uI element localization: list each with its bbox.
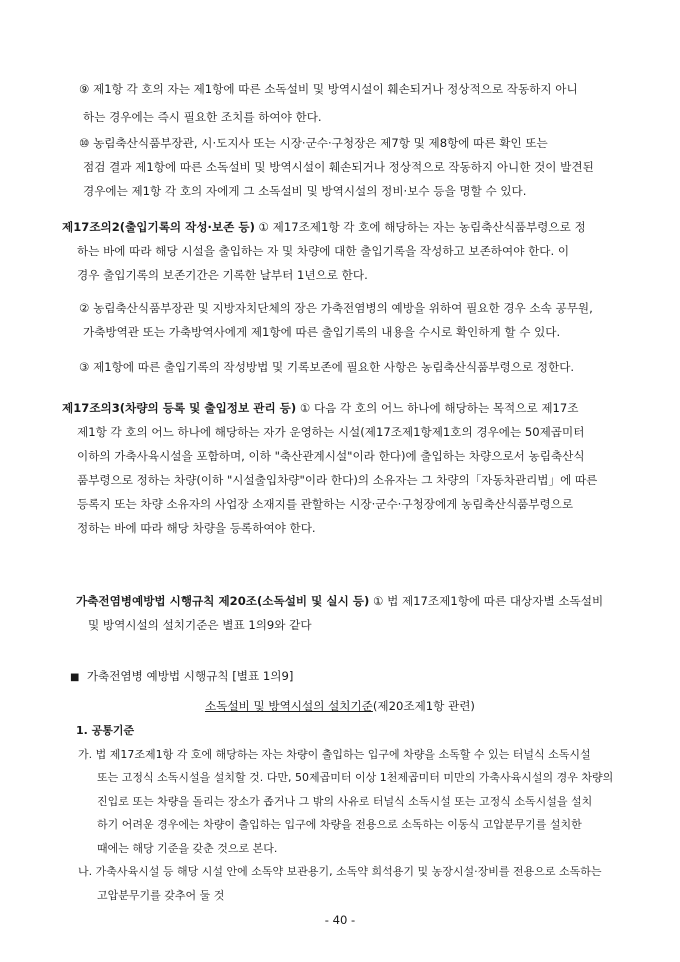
- rule-article-20-line-2: 및 방역시설의 설치기준은 별표 1의9와 같다: [88, 618, 312, 632]
- paragraph-9: [79, 77, 578, 129]
- article-17-3-line-1: ① 다음 각 호의 어느 하나에 해당하는 목적으로 제17조: [296, 401, 579, 415]
- annex-label-text: 가축전염병 예방법 시행규칙 [별표 1의9]: [86, 669, 294, 683]
- article-17-3-line-6: 정하는 바에 따라 해당 차량을 등록하여야 한다.: [77, 521, 316, 535]
- paragraph-10-line-2: 점검 결과 제1항에 따른 소독설비 및 방역시설이 훼손되거나 정상적으로 작동하지 아니한 것이 발견된: [83, 160, 594, 174]
- annex-title-underlined: 소독설비 및 방역시설의 설치기준: [205, 699, 373, 713]
- item-ga-line-4: 하기 어려운 경우에는 차량이 출입하는 입구에 차량을 전용으로 소독하는 이동식 고압분무기를 설치한: [97, 818, 582, 831]
- paragraph-9-line-1: ⑨ 제1항 각 호의 자는 제1항에 따른 소독설비 및 방역시설이 훼손되거나 정상적으로 작동하지 아니: [79, 82, 578, 96]
- article-17-3-line-3: 이하의 가축사육시설을 포함하며, 이하 "축산관계시설"이라 한다)에 출입하는 차량으로서 농림축산식: [77, 449, 585, 463]
- section-1-heading: 1. 공통기준: [76, 724, 135, 737]
- item-ga-line-2: 또는 고정식 소독시설을 설치할 것. 다만, 50제곱미터 이상 1천제곱미터 미만의 가축사육시설의 경우 차량의: [97, 771, 614, 784]
- article-17-3-line-2: 제1항 각 호의 어느 하나에 해당하는 자가 운영하는 시설(제17조제1항제1호의 경우에는 50제곱미터: [77, 425, 585, 439]
- page-number: - 40 -: [324, 913, 356, 927]
- item-ga-line-5: 때에는 해당 기준을 갖춘 것으로 본다.: [97, 841, 278, 855]
- item-na-line-1: 나. 가축사육시설 등 해당 시설 안에 소독약 보관용기, 소독약 희석용기 및 농장시설·장비를 전용으로 소독하는: [78, 865, 602, 878]
- article-17-2-line-3: 경우 출입기록의 보존기간은 기록한 날부터 1년으로 한다.: [77, 268, 368, 282]
- article-17-3-line-5: 등록지 또는 차량 소유자의 사업장 소재지를 관할하는 시장·군수·구청장에게 농림축산식품부령으로: [77, 497, 574, 511]
- paragraph-10: [79, 131, 594, 203]
- item-na-line-2: 고압분무기를 갖추어 둘 것: [97, 888, 225, 902]
- article-17-3-heading: 제17조의3(차량의 등록 및 출입정보 관리 등): [62, 401, 297, 415]
- rule-article-20-heading: 가축전염병예방법 시행규칙 제20조(소독설비 및 실시 등): [76, 594, 370, 608]
- article-17-2-p2-line-1: ② 농림축산식품부장관 및 지방자치단체의 장은 가축전염병의 예방을 위하여 필요한 경우 소속 공무원,: [79, 301, 593, 315]
- paragraph-10-line-1: ⑩ 농림축산식품부장관, 시·도지사 또는 시장·군수·구청장은 제7항 및 제8항에 따른 확인 또는: [79, 136, 548, 150]
- article-17-2-p3-line: ③ 제1항에 따른 출입기록의 작성방법 및 기록보존에 필요한 사항은 농림축산식품부령으로 정한다.: [79, 360, 575, 374]
- article-17-2-paragraph-3: [79, 355, 574, 379]
- item-ga-line-3: 진입로 또는 차량을 돌리는 장소가 좁거나 그 밖의 사유로 터널식 소독시설 또는 고정식 소독시설을 설치: [97, 794, 593, 808]
- paragraph-10-line-3: 경우에는 제1항 각 호의 자에게 그 소독설비 및 방역시설의 정비·보수 등을 명할 수 있다.: [83, 184, 527, 198]
- paragraph-9-line-2: 하는 경우에는 즉시 필요한 조치를 하여야 한다.: [83, 110, 322, 124]
- rule-article-20-line-1: ① 법 제17조제1항에 따른 대상자별 소독설비: [369, 594, 604, 608]
- annex-label: [70, 664, 293, 690]
- annex-title-rest: (제20조제1항 관련): [372, 699, 475, 713]
- article-17-2-p2-line-2: 가축방역관 또는 가축방역사에게 제1항에 따른 출입기록의 내용을 수시로 확인하게 할 수 있다.: [83, 325, 561, 339]
- article-17-2: [62, 215, 586, 287]
- item-ga-line-1: 가. 법 제17조제1항 각 호에 해당하는 자는 차량이 출입하는 입구에 차량을 소독할 수 있는 터널식 소독시설: [78, 747, 591, 761]
- article-17-2-line-1: ① 제17조제1항 각 호에 해당하는 자는 농림축산식품부령으로 정: [254, 220, 586, 234]
- article-17-3: [62, 396, 597, 540]
- square-bullet-icon: ■: [70, 672, 80, 683]
- rule-article-20: [76, 589, 603, 637]
- article-17-2-heading: 제17조의2(출입기록의 작성·보존 등): [62, 220, 255, 234]
- annex-title: [0, 698, 680, 714]
- article-17-3-line-4: 품부령으로 정하는 차량(이하 "시설출입차량"이라 한다)의 소유자는 그 차량의「자동차관리법」에 따른: [77, 473, 598, 487]
- article-17-2-paragraph-2: [79, 296, 593, 344]
- section-1-common-standards: [76, 719, 613, 907]
- article-17-2-line-2: 하는 바에 따라 해당 시설을 출입하는 자 및 차량에 대한 출입기록을 작성하고 보존하여야 한다. 이: [77, 244, 570, 258]
